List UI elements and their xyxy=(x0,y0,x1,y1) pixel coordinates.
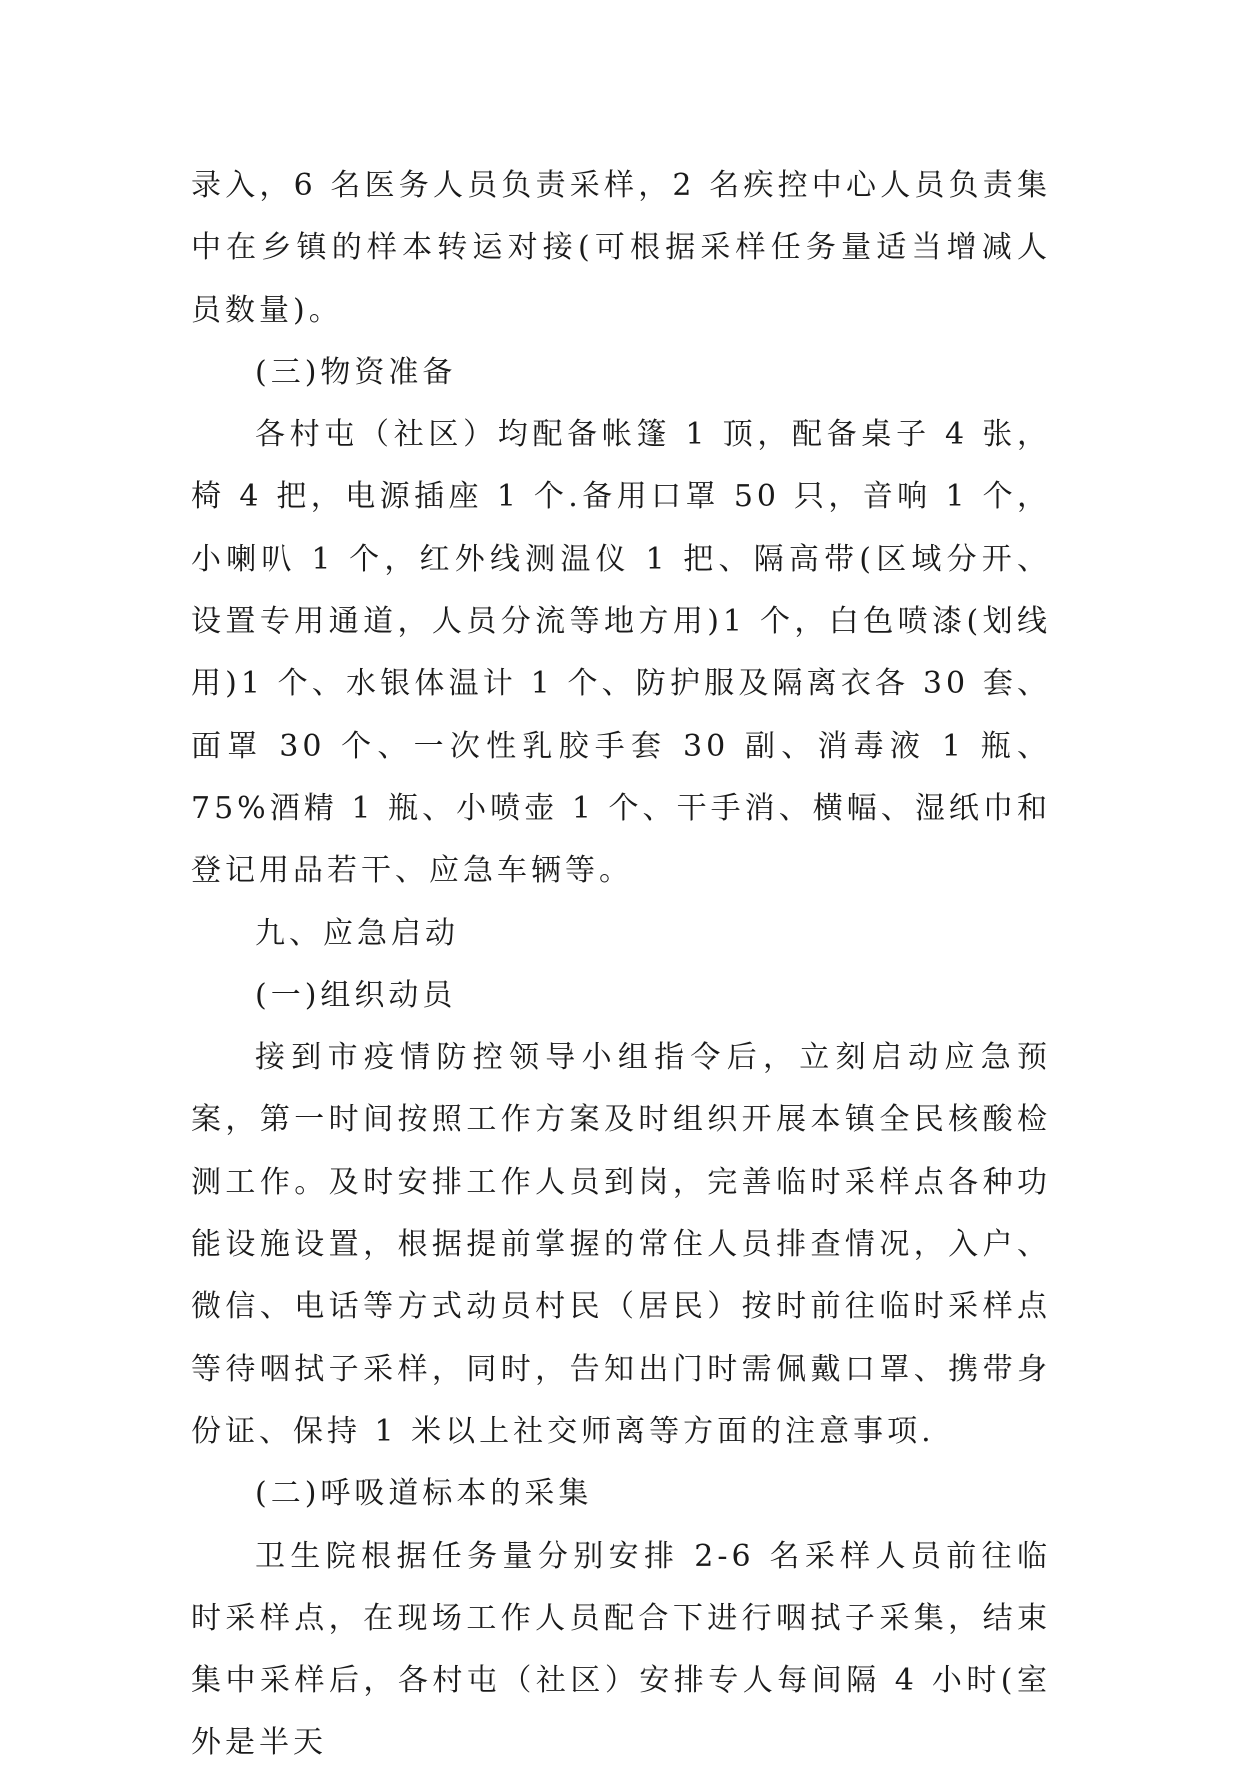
heading-materials-preparation: (三)物资准备 xyxy=(255,354,457,390)
heading-emergency-activation: 九、应急启动 xyxy=(255,915,459,951)
document-body xyxy=(191,155,1051,1775)
paragraph-staffing-continued: 录入，6 名医务人员负责采样，2 名疾控中心人员负责集中在乡镇的样本转运对接(可根据采样任务量适当增减人员数量)。 xyxy=(191,168,1051,328)
heading-specimen-collection: (二)呼吸道标本的采集 xyxy=(255,1476,593,1512)
paragraph-specimen-collection: 卫生院根据任务量分别安排 2-6 名采样人员前往临时采样点，在现场工作人员配合下进行咽拭子采集，结束集中采样后，各村屯（社区）安排专人每间隔 4 小时(室外是半天 xyxy=(191,1538,1051,1761)
paragraph-mobilization: 接到市疫情防控领导小组指令后，立刻启动应急预案，第一时间按照工作方案及时组织开展本镇全民核酸检测工作。及时安排工作人员到岗，完善临时采样点各种功能设施设置，根据提前掌握的常住人员排查情况，入户、微信、电话等方式动员村民（居民）按时前往临时采样点等待咽拭子采样，同时，告知出门时需佩戴口罩、携带身份证、保持 1 米以上社交师离等方面的注意事项. xyxy=(191,1040,1051,1449)
paragraph-materials-list: 各村屯（社区）均配备帐篷 1 顶，配备桌子 4 张，椅 4 把，电源插座 1 个.备用口罩 50 只，音响 1 个，小喇叭 1 个，红外线测温仪 1 把、隔高带(区域分开、设置专用通道，人员分流等地方用)1 个，白色喷漆(划线用)1 个、水银体温计 1 个、防护服及隔离衣各 30 套、面罩 30 个、一次性乳胶手套 30 副、消毒液 1 瓶、75%酒精 1 瓶、小喷壶 1 个、干手消、横幅、湿纸巾和登记用品若干、应急车辆等。 xyxy=(191,417,1051,889)
heading-organize-mobilize: (一)组织动员 xyxy=(255,977,457,1013)
